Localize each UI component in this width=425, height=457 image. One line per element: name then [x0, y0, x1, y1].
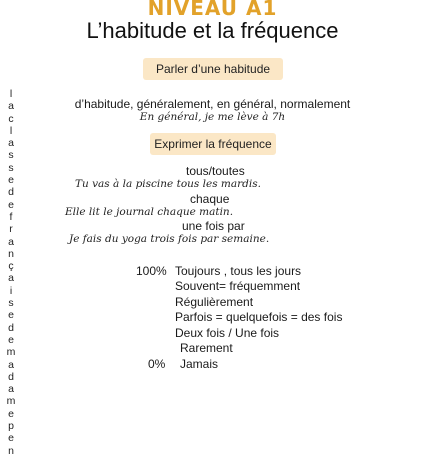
side-letter: e — [8, 174, 14, 187]
side-letter: d — [8, 321, 14, 334]
freq-example-chaque: Elle lit le journal chaque matin. — [65, 206, 234, 218]
level-heading: NIVEAU A1 — [147, 0, 278, 20]
scale-item-toujours: Toujours , tous les jours — [175, 264, 302, 278]
side-letter: a — [8, 235, 14, 248]
section-label-habit: Parler d’une habitude — [143, 58, 283, 80]
scale-item-parfois: Parfois = quelquefois = des fois — [175, 310, 343, 324]
side-letter: s — [8, 161, 14, 174]
side-letter: n — [8, 247, 14, 260]
side-letter: a — [8, 272, 14, 285]
freq-term-fois: une fois par — [182, 219, 245, 233]
side-letter: e — [8, 333, 14, 346]
habit-expressions: d’habitude, généralement, en général, normalement — [74, 97, 351, 111]
side-letter: e — [8, 432, 14, 445]
habit-example: En général, je me lève à 7h — [139, 111, 286, 123]
side-letter: m — [6, 346, 16, 359]
side-letter: a — [8, 100, 14, 113]
scale-bottom-percent: 0% — [148, 357, 166, 371]
side-letter: a — [8, 383, 14, 396]
side-letter: ç — [8, 260, 14, 273]
side-letter: d — [8, 370, 14, 383]
scale-item-souvent: Souvent= fréquemment — [175, 279, 301, 293]
side-letter: e — [8, 309, 14, 322]
side-letter: e — [8, 198, 14, 211]
side-watermark-text — [6, 88, 16, 457]
side-letter: l — [9, 88, 13, 100]
scale-top-percent: 100% — [136, 264, 167, 278]
scale-item-regulierement: Régulièrement — [175, 295, 254, 309]
side-letter: c — [8, 112, 14, 125]
side-letter: m — [6, 395, 16, 408]
scale-item-jamais: Jamais — [180, 357, 219, 371]
freq-example-fois: Je fais du yoga trois fois par semaine. — [69, 233, 270, 245]
side-letter: n — [8, 444, 14, 457]
side-letter: l — [9, 124, 13, 137]
page-title: L’habitude et la fréquence — [86, 18, 339, 43]
side-letter: r — [9, 223, 13, 236]
side-letter: e — [8, 407, 14, 420]
side-letter: a — [8, 358, 14, 371]
side-letter: i — [9, 284, 13, 297]
side-letter: s — [8, 297, 14, 310]
scale-item-deux-fois: Deux fois / Une fois — [175, 326, 280, 340]
scale-item-rarement: Rarement — [180, 341, 233, 355]
freq-term-chaque: chaque — [190, 192, 230, 206]
section-label-frequency: Exprimer la fréquence — [150, 133, 276, 155]
freq-term-tous: tous/toutes — [186, 164, 245, 178]
side-letter: d — [8, 186, 14, 199]
side-letter: p — [8, 420, 14, 433]
side-letter: a — [8, 137, 14, 150]
freq-example-tous: Tu vas à la piscine tous les mardis. — [75, 178, 261, 190]
side-letter: f — [9, 210, 13, 223]
side-letter: s — [8, 149, 14, 162]
